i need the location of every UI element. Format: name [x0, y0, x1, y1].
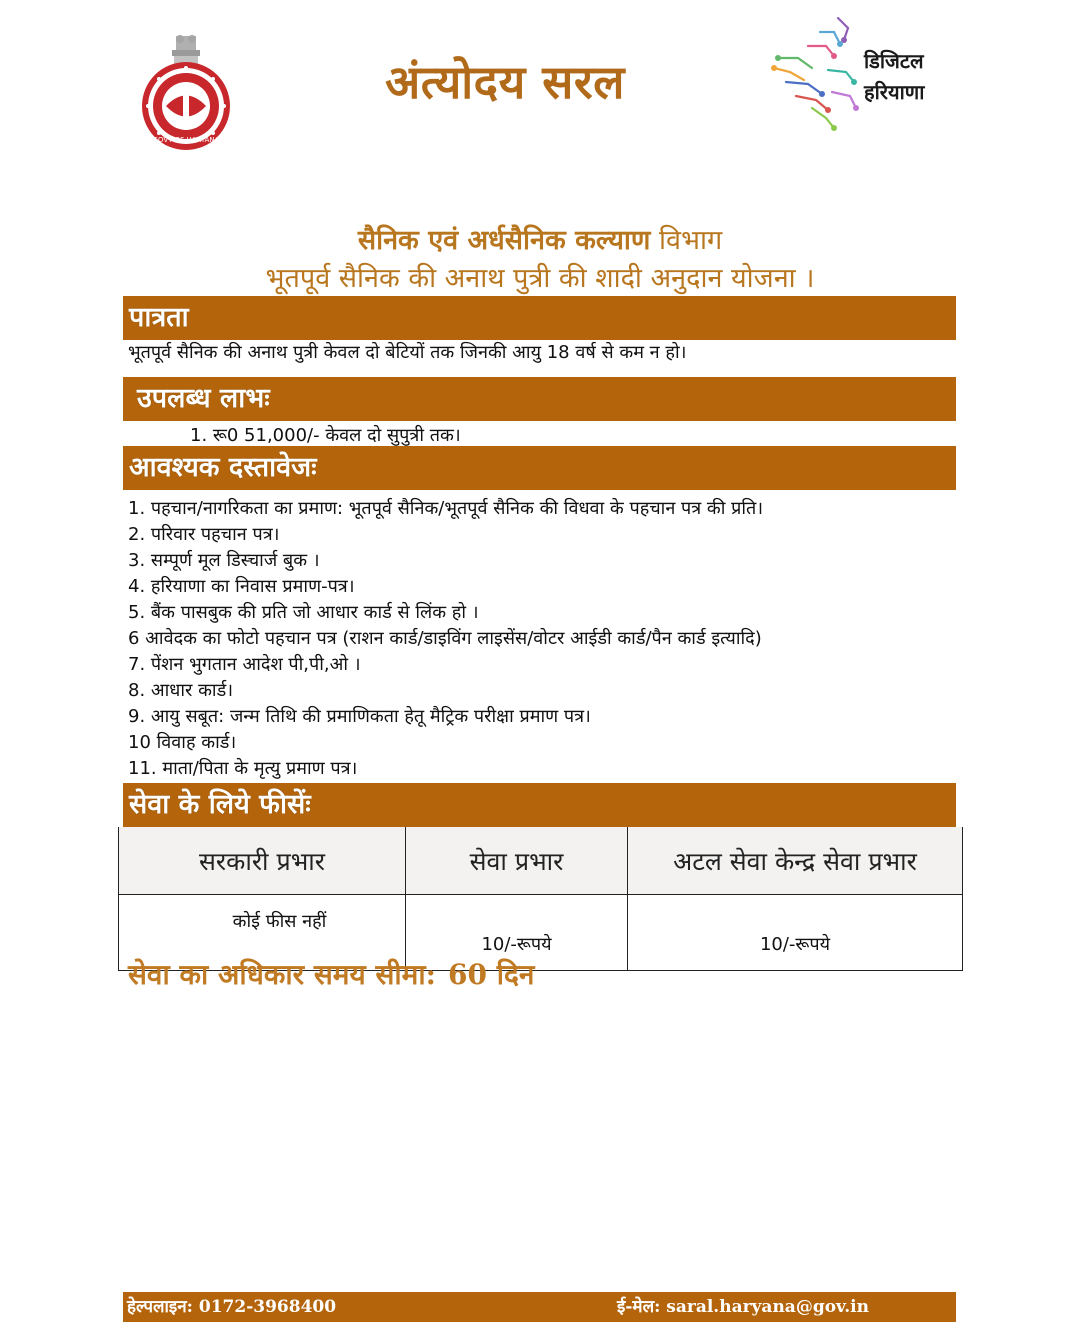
- time-limit: [128, 955, 534, 993]
- document-item: 2. परिवार पहचान पत्र।: [128, 524, 280, 545]
- department-suffix: विभाग: [650, 225, 723, 256]
- document-item: 11. माता/पिता के मृत्यु प्रमाण पत्र।: [128, 758, 358, 779]
- document-item: 1. पहचान/नागरिकता का प्रमाण: भूतपूर्व सैनिक/भूतपूर्व सैनिक की विधवा के पहचान पत्र की प्रति।: [128, 498, 764, 519]
- digital-haryana-text: [864, 46, 924, 108]
- benefits-heading: उपलब्ध लाभः: [123, 377, 956, 421]
- document-item: 6 आवेदक का फोटो पहचान पत्र (राशन कार्ड/डाइविंग लाइसेंस/वोटर आईडी कार्ड/पैन कार्ड इत्यादि): [128, 628, 762, 649]
- document-item: 3. सम्पूर्ण मूल डिस्चार्ज बुक ।: [128, 550, 320, 571]
- documents-list: [128, 496, 988, 782]
- fee-table: [118, 827, 963, 971]
- app-title: अंत्योदय सरल: [385, 55, 625, 109]
- department-name: सैनिक एवं अर्धसैनिक कल्याण: [357, 225, 651, 256]
- document-item: 10 विवाह कार्ड।: [128, 732, 237, 753]
- digital-haryana-line2: हरियाणा: [864, 80, 925, 104]
- department-title: [0, 220, 1080, 257]
- eligibility-text: भूतपूर्व सैनिक की अनाथ पुत्री केवल दो बेटियों तक जिनकी आयु 18 वर्ष से कम न हो।: [128, 342, 687, 363]
- helpline: हेल्पलाइन: 0172-3968400: [127, 1297, 337, 1317]
- fee-value-atal: 10/-रूपये: [628, 895, 963, 971]
- document-item: 5. बैंक पासबुक की प्रति जो आधार कार्ड से लिंक हो ।: [128, 602, 479, 623]
- fee-column-atal-charge: अटल सेवा केन्द्र सेवा प्रभार: [628, 827, 963, 895]
- fee-value-govt: कोई फीस नहीं: [119, 895, 406, 971]
- time-limit-value: 60 दिन: [448, 958, 535, 991]
- document-item: 9. आयु सबूत: जन्म तिथि की प्रमाणिकता हेतू मैट्रिक परीक्षा प्रमाण पत्र।: [128, 706, 591, 727]
- digital-haryana-logo-icon: [768, 10, 878, 132]
- document-item: 8. आधार कार्ड।: [128, 680, 234, 701]
- digital-haryana-line1: डिजिटल: [864, 49, 924, 73]
- email-link[interactable]: ई-मेल: saral.haryana@gov.in: [617, 1297, 869, 1317]
- footer-bar: [123, 1292, 956, 1322]
- fee-column-govt-charge: सरकारी प्रभार: [119, 827, 406, 895]
- document-item: 4. हरियाणा का निवास प्रमाण-पत्र।: [128, 576, 355, 597]
- fee-column-service-charge: सेवा प्रभार: [406, 827, 628, 895]
- scheme-title: भूतपूर्व सैनिक की अनाथ पुत्री की शादी अनुदान योजना ।: [265, 263, 815, 294]
- document-item: 7. पेंशन भुगतान आदेश पी,पी,ओ ।: [128, 654, 361, 675]
- time-limit-label: सेवा का अधिकार समय सीमा:: [128, 958, 436, 991]
- benefit-item: 1. रू0 51,000/- केवल दो सुपुत्री तक।: [190, 425, 461, 446]
- haryana-emblem: [136, 30, 236, 154]
- documents-heading: आवश्यक दस्तावेजः: [123, 446, 956, 490]
- fee-table-header-row: [119, 827, 963, 895]
- fee-value-service: 10/-रूपये: [406, 895, 628, 971]
- svg-text:GOVT OF HARYANA: GOVT OF HARYANA: [152, 136, 220, 144]
- eligibility-heading: पात्रता: [123, 296, 956, 340]
- fees-heading: सेवा के लिये फीसेंः: [123, 783, 956, 827]
